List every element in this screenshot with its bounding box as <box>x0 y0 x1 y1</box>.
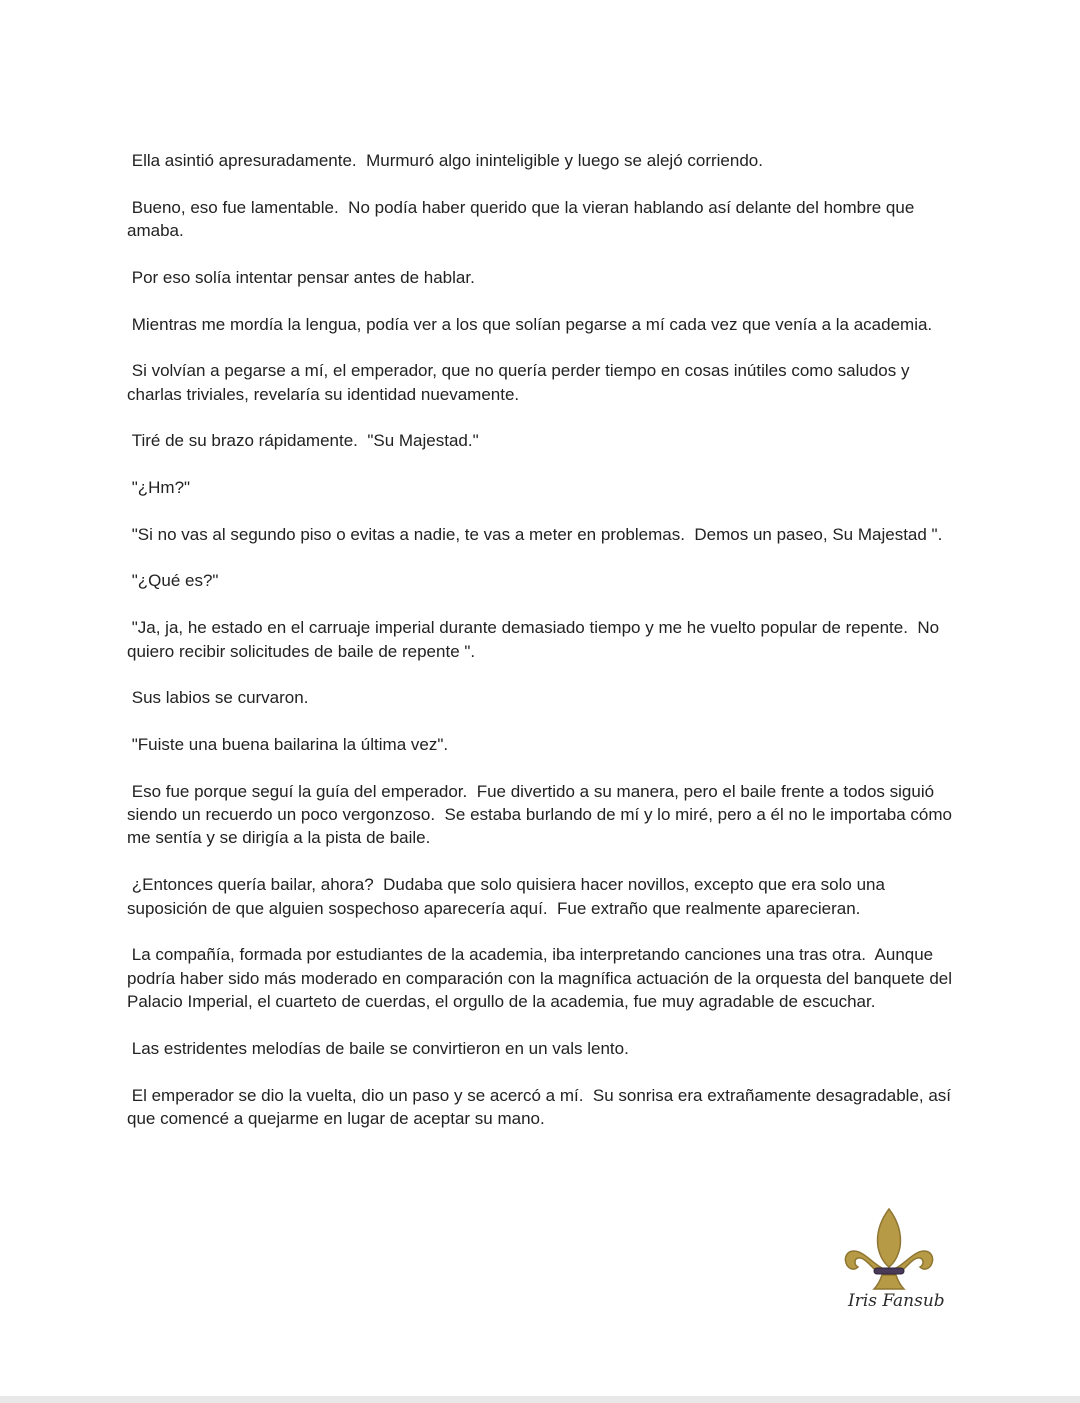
document-body <box>127 149 957 1154</box>
paragraph-5: Si volvían a pegarse a mí, el emperador, que no quería perder tiempo en cosas inútiles como saludos y charlas triviales, revelaría su identidad nuevamente. <box>127 361 915 404</box>
paragraph-3: Por eso solía intentar pensar antes de hablar. <box>127 267 475 287</box>
paragraph-12: "Fuiste una buena bailarina la última vez". <box>127 734 449 754</box>
paragraph-8: "Si no vas al segundo piso o evitas a nadie, te vas a meter en problemas. Demos un paseo, Su Majestad ". <box>127 524 943 544</box>
paragraph-1: Ella asintió apresuradamente. Murmuró algo ininteligible y luego se alejó corriendo. <box>127 151 763 170</box>
paragraph-7: "¿Hm?" <box>127 478 191 498</box>
paragraph-6: Tiré de su brazo rápidamente. "Su Majestad." <box>127 431 479 451</box>
paragraph-14: ¿Entonces quería bailar, ahora? Dudaba que solo quisiera hacer novillos, excepto que era solo una suposición de que alguien sospechoso aparecería aquí. Fue extraño que realmente aparecieran. <box>127 875 890 918</box>
paragraph-13: Eso fue porque seguí la guía del emperador. Fue divertido a su manera, pero el baile frente a todos siguió siendo un recuerdo un poco vergonzoso. Se estaba burlando de mí y lo miré, pero a él no le importaba cómo me sentía y se dirigía a la pista de baile. <box>127 781 957 848</box>
paragraph-2: Bueno, eso fue lamentable. No podía haber querido que la vieran hablando así delante del hombre que amaba. <box>127 197 920 241</box>
paragraph-10: "Ja, ja, he estado en el carruaje imperial durante demasiado tiempo y me he vuelto popular de repente. No quiero recibir solicitudes de baile de repente ". <box>127 618 944 661</box>
paragraph-4: Mientras me mordía la lengua, podía ver a los que solían pegarse a mí cada vez que venía a la academia. <box>127 314 933 334</box>
bottom-edge-bar <box>0 1396 1080 1403</box>
paragraph-17: El emperador se dio la vuelta, dio un paso y se acercó a mí. Su sonrisa era extrañamente desagradable, así que comencé a quejarme en lugar de aceptar su mano. <box>127 1085 956 1128</box>
watermark-text: Iris Fansub <box>848 1291 945 1311</box>
paragraph-11: Sus labios se curvaron. <box>127 688 309 708</box>
paragraph-16: Las estridentes melodías de baile se convirtieron en un vals lento. <box>127 1038 629 1058</box>
paragraph-9: "¿Qué es?" <box>127 571 219 591</box>
fleur-de-lis-icon <box>844 1207 934 1291</box>
paragraph-15: La compañía, formada por estudiantes de la academia, iba interpretando canciones una tras otra. Aunque podría haber sido más moderado en comparación con la magnífica actuación de la orquesta del banquete del Palacio Imperial, el cuarteto de cuerdas, el orgullo de la academia, fue muy agradable de escuchar. <box>127 945 957 1012</box>
watermark-logo <box>836 1207 946 1317</box>
